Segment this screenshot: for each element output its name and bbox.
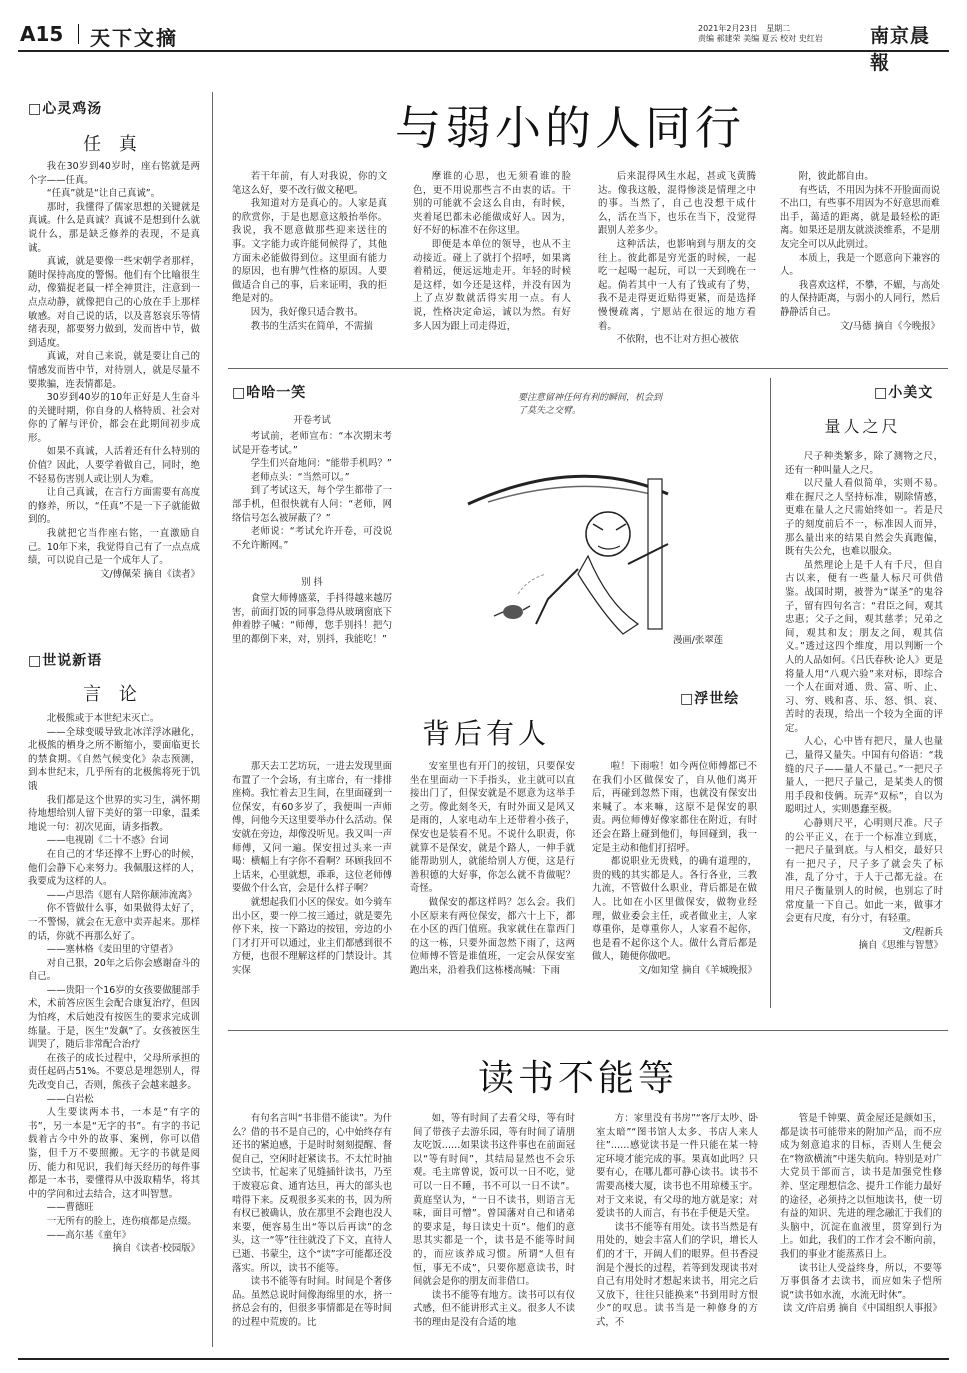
joke-title-kaijuan: 开卷考试 [293,415,331,426]
article-credit: 文/程新兵 [902,926,943,938]
paragraph: 附，彼此都自由。 [798,171,874,182]
paragraph: 学生们兴奋地问：“能带手机吗？” [250,458,392,470]
paragraph: 让自己真诚，在言行方面需要有高度的修养，所以，“任真”不是一下子就能做到的。 [28,487,200,526]
paragraph: 30岁到40岁的10年正好是人生奋斗的关键时期，你自身的人格特质、社会对你的了解与评价，都会在此期间初步成形。 [28,392,200,444]
paragraph: 都说职业无贵贱，的确有道理的，贵的贱的其实都是人。各行各业，三教九流，不管做什么职业，背后都是在做人。比如在小区里做保安，做物业经理，做业委会主任，或者做业主，人家尊重你，是尊重你人，人家看不起你，也是看不起你这个人。做什么背后都是做人，随便你做吧。 [592,856,757,963]
paragraph: 我知道对方是真心的。人家是真的欣赏你，于是也愿意这般抬举你。我说，我不愿意做那些迎来送往的事。文字能力或许能伺候得了，其他方面未必能做得到位。这里面有能力的原因，也有脾气性格的原因。人要做适合自己的事，后来证明，我的拒绝是对的。 [232,198,387,305]
article-credit-source: 摘自《思维与智慧》 [858,940,943,952]
joke-title-biedou: 别 抖 [301,577,323,588]
section-label-xiaomeiwen: □小美文 [874,385,934,401]
paragraph: 虽然理论上是千人有千尺，但自古以来，便有一些量人标尺可供借鉴。战国时期，被誉为“谋圣”的鬼谷子，留有四句名言：“君臣之间，观其忠惠；父子之间，观其慈孝；兄弟之间，观其和友；朋友之间，观其信义。”透过这四个维度，用以判断一个人的人品如何。《吕氏春秋·论人》更是将量人用“八观六验”来对标，即综合一个人在面对通、贵、富、听、止、习、穷、贱和喜、乐、怒、惧、哀、苦时的表现，给出一个较为全面的评定。 [785,559,943,734]
header-rule [18,50,949,52]
paragraph: 我在30岁到40岁时，座右铭就是两个字——任真。 [28,161,200,186]
staff-line: 责编 郝建荣 美编 夏云 校对 史红岩 [698,34,823,43]
article-title-liangrenzhichi: 量人之尺 [824,417,901,436]
paragraph: 若干年前，有人对我说，你的文笔这么好，要不改行做文秘吧。 [232,171,387,196]
quote-source: ——塞林格《麦田里的守望者》 [46,944,179,956]
cartoon-credit: 漫画/张翠莲 [672,635,723,646]
quote: 我们都是这个世界的实习生，满怀期待地想给别人留下美好的第一印象，温柔地说一句：初次见面，请多指教。 [28,794,200,833]
quote-source: ——高尔基《童年》 [46,1229,132,1241]
paragraph: 老师点头：“当然可以。” [250,471,350,483]
paragraph: 读书不能等有用处。读书当然是有用处的，她会丰富人们的学识，增长人们的才干，开阔人们的眼界。但书香浸润是个漫长的过程，若等到发现读书对自己有用处时才想起来读书，用完之后又放下，往往只能换来“书到用时方恨少”的叹息。读书当是一种修身的方式，不 [596,1221,758,1328]
paragraph: 老师说：“考试允许开卷，可没说不允许断网。” [232,526,392,551]
page-header [18,18,949,74]
section-name: 天下文摘 [90,26,178,50]
mid-rule-2 [228,1030,948,1031]
dushu-col-4 [780,1112,942,1347]
article-credit: 文/马德 摘自《今晚报》 [840,320,940,332]
beihou-col-2 [410,760,575,1020]
article-title-yanlun: 言 论 [83,684,143,705]
paragraph: 读书让人受益终身，所以，不要等万事俱备才去读书，而应如朱子恺所说“读书如水流，水流无时休”。 [780,1262,942,1301]
paragraph: 教书的生活实在简单，不需揣 [250,320,373,332]
newspaper-logo: 南京晨報 [870,25,931,74]
article-credit: 文/傅佩荣 摘自《读者》 [100,568,200,580]
main-article-col-2 [413,170,571,370]
quote: 人生要读两本书，一本是“有字的书”，另一本是“无字的书”。有字的书记载着古今中外的故事、案例，你可以借鉴，但千万不要照搬。无字的书就是阅历、能力和见识，我们每天经历的每件事都是一本书，要懂得从中汲取精华，将其中的学问和过去结合，这才叫智慧。 [28,1107,200,1200]
paragraph: 读书不能等有地方。读书可以有仪式感，但不能讲形式主义。很多人不读书的理由是没有合适的地 [413,1289,575,1328]
quote-source: ——卢思浩《愿有人陪你颠沛流离》 [46,889,197,901]
paragraph: 心静则尺平，心明则尺准。尺子的公平正义，在于一个标准立到底，一把尺子量到底。与人相交，最好只有一把尺子，尺子多了就会失了标准，乱了分寸，于人于己都无益。在用尺子衡量别人的时候，也别忘了时常度量一下自己。如此一来，做事才会更有尺度，有分寸，有轻重。 [785,818,943,925]
quote-source: ——曹德旺 [46,1202,94,1214]
liang-left-divider [770,378,771,1008]
paragraph: 以尺量人看似简单，实则不易。难在握尺之人坚持标准，剔除情感，更难在量人之尺需始终如一。若是尺子的刻度前后不一，标准因人而异，那么量出来的结果自然会失真跑偏，既有失公允，也难以服众。 [785,478,943,558]
page-code: A15 [20,22,64,46]
paragraph: 本质上，我是一个愿意向下兼容的人。 [780,252,940,278]
article-credit: 摘自《读者·校园版》 [112,1243,200,1255]
paragraph: 方：家里没有书房”“客厅太吵、卧室太暗”“图书馆人太多、书店人来人往”……感觉读书是一件只能在某一特定环境才能完成的事。果真如此吗？只要有心，在哪儿都可静心读书。读书不需要高楼大厦，读书也不用琼楼玉宇。对于文来说，有父母的地方就是家；对爱读书的人而言，有书在手便是天堂。 [596,1113,758,1220]
section-label-shishuo: □世说新语 [28,653,103,669]
beihou-col-1 [232,760,392,1020]
quote: 北极熊或于本世纪末灭亡。 [46,713,160,724]
quote: 在自己的才华还撑不上野心的时候，他们会静下心来努力。我佩服这样的人，我要成为这样的人。 [28,848,200,888]
paragraph: 做保安的都这样吗？怎么会。我们小区原来有两位保安，都六十上下，都在小区的西门值班。我家就住在靠西门的这一栋，只要外面忽然下雨了，这两位师傅不管是谁值班，一定会从保安室跑出来，沿着我们这栋楼高喊：下雨 [410,896,575,976]
article-title-renzhen: 任 真 [83,134,143,155]
paragraph: 考试前，老师宣布：“本次期末考试是开卷考试。” [232,431,392,456]
article-body-renzhen [28,160,200,600]
joke-body-biedou [232,592,392,662]
paragraph: 真诚，对自己来说，就是要让自己的情感发而皆中节，对待别人，就是尽量不要欺骗，连表情都是。 [28,351,200,390]
article-credit: 读 文/许启勇 摘自《中国组织人事报》 [782,1303,942,1315]
article-body-yanlun [28,712,200,1352]
paragraph: 因为，我好像只适合教书。 [250,306,364,318]
paragraph: 读书不能等有时间。时间是个奢侈品。虽然总说时间像海绵里的水，挤一挤总会有的，但很多事情都是在等时间的过程中荒废的。比 [232,1276,392,1328]
quote-source: ——电视剧《二十不惑》台词 [46,835,169,847]
quote: 一无所有的脸上，连伤痕都是点缀。 [46,1215,197,1227]
quote-source: ——贵阳一个16岁的女孩要做腿部手术，术前答应医生会配合康复治疗，但因为怕疼，术后她没有按医生的要求完成训练量。于是，医生“发飙”了。女孩被医生训哭了，随后非常配合治疗 [28,984,200,1051]
article-body-liangrenzhichi [785,450,943,1015]
paragraph: 尺子种类繁多，除了测物之尺，还有一种叫量人之尺。 [785,451,943,476]
issue-weekday: 星期二 [766,24,791,33]
issue-date: 2021年2月23日 [698,24,758,33]
paragraph: 安室里也有开门的按钮，只要保安坐在里面动一下手指头，业主就可以直接出门了，但保安就是不愿意为这举手之劳。像此刻冬天，有时外面又是风又是雨的，人家电动车上还带着小孩子，保安也是装看不见。不说什么职责，你就算不是保安，就是个路人，一伸手就能帮助别人，就能给别人方便，这是行善积德的大好事，你怎么就不肯做呢？奇怪。 [410,761,575,895]
article-title-dushubunengdeng: 读书不能等 [478,1058,679,1099]
dushu-col-1 [232,1112,392,1347]
paragraph: 那时，我懂得了儒家思想的关键就是真诚。什么是真诚？真诚不是想到什么就说什么，那是缺乏修养的表现，不是真诚。 [28,201,200,254]
paragraph: 人心，心中皆有把尺，量人也量己，量得又量失。中国有句俗语：“栽缝的尺子——量人不量己。”一把尺子量人，一把尺子量己，是某类人的惯用手段和伎俩。玩弄“双标”，自以为聪明过人，实则愚蠢至极。 [785,736,943,816]
main-article-col-4 [780,170,940,370]
article-title-beihouyouren: 背后有人 [422,717,551,750]
paragraph: 啦！下雨啦！如今两位师傅都已不在我们小区做保安了，自从他们离开后，再碰到忽然下雨，也就没有保安出来喊了。本来嘛，这原不是保安的职责。两位师傅好像家都住在附近，有时还会在路上碰到他们，每回碰到，我一定是主动和他们打招呼。 [592,761,757,854]
dushu-col-3 [596,1112,758,1347]
footer-rule [18,1358,949,1360]
paragraph: 真诚，就是要像一些宋朝学者那样，随时保持高度的警惕。他们有个比喻很生动，像猫捉老鼠一样全神贯注，注意到一点点动静，就像把自己的心放在手上那样敏感。对自己说的话，以及喜怒哀乐等情绪表现，都要努力做到，发而皆中节，做到适度。 [28,256,200,349]
main-headline: 与弱小的人同行 [395,101,745,155]
cartoon-illustration [428,384,753,654]
quote: 你不管做什么事，如果做得太好了，一不警惕，就会在无意中卖弄起来。那样的话，你就不再那么好了。 [28,903,200,942]
paragraph: 食堂大师傅盛菜，手抖得越来越厉害，前面打饭的同事急得从玻璃窗底下伸着脖子喊：“师傅，您手别抖！把勺里的都倒下来，对，别抖，我能吃！” [232,593,392,645]
quote-source: ——全球变暖导致北冰洋浮冰融化，北极熊的栖身之所不断缩小，要面临更长的禁食期。《自然气候变化》杂志预测，到本世纪末，几乎所有的北极熊将死于饥饿 [28,726,200,792]
header-divider [78,24,79,44]
mid-rule-1 [228,368,948,369]
paragraph: 不依附，也不让对方担心被依 [616,334,739,346]
quote: 在孩子的成长过程中，父母所承担的责任起码占51%。不要总是埋怨别人，得先改变自己，否则，熊孩子会越来越多。 [28,1052,200,1092]
paragraph: 有些话，不用因为抹不开脸面而说不出口，有些事不用因为不好意思而难出手，蔼适的距离，就是最轻松的距离。如果还是朋友就淡淡维系，不是朋友完全可以从此别过。 [780,184,940,250]
section-label-haha: □哈哈一笑 [232,385,307,401]
paragraph: 如，等有时间了去看父母，等有时间了带孩子去游乐园，等有时间了请朋友吃饭……如果读书这件事也在前面冠以“等有时间”，其结局显然也不会乐观。毛主席曾说，饭可以一日不吃，觉可以一日不睡，书不可以一日不读”。黄庭坚认为，“一日不读书，则语言无味，面目可憎”。曾国藩对自己和诸弟的要求是，每日读史十页”。他们的意思其实都是一个，读书是不能等时间的，而应该养成习惯。所谓“人但有恒，事无不成”，只要你愿意读书，时间就会是你的朋友而非借口。 [413,1113,575,1288]
main-article-col-3 [598,170,756,370]
paragraph: 我喜欢这样，不攀，不媚，与高处的人保持距离，与弱小的人同行，然后静静活自己。 [780,279,940,318]
paragraph: 后来混得风生水起，甚或飞黄腾达。像我这般，混得惨淡是情理之中的事。当然了，自己也没想干成什么，活在当下，也乐在当下，没觉得跟别人差多少。 [598,171,756,237]
cartoon-caption: 要注意留神任何有利的瞬间，机会到了莫失之交臂。 [518,393,663,416]
left-column-divider [212,92,213,1347]
header-meta [698,24,823,44]
paragraph: 就想起我们小区的保安。如今骑车出小区，要一停二按三通过，就是要先停下来，按一下路边的按钮，旁边的小门才打开可以通过，业主们都感到很不方便，也很不理解这样的门禁设计。其实保 [232,896,392,976]
paragraph: 有句名言叫“书非借不能读”。为什么？借的书不是自己的，心中始终存有还书的紧迫感，于是时时刻刻提醒、督促自己，空闲时赶紧读书。不太忙时抽空读书，忙起来了见缝插针读书，乃至于废寝忘食、通宵达旦，再大的部头也啃得下来。反观很多买来的书，因为所有权已被确认，放在那里不会跑也没人来要，便容易生出“等以后再读”的念头，这一“等”往往就没了下文，直待人已逝、书蒙尘，这个“读”字可能都还没落实。所以，读书不能等。 [232,1113,392,1274]
dushu-col-2 [413,1112,575,1347]
paragraph: 管是千钟粟、黄金屋还是颜如玉，都是读书可能带来的附加产品，而不应成为刻意追求的目标，否则人生便会在“物欲横流”中迷失航向。特别是对广大党员干部而言，读书是加强党性修养、坚定理想信念、提升工作能力最好的途径，必须持之以恒地读书，使一切有益的知识、先进的理念融汇于我们的头脑中，沉淀在血液里，贯穿到行为上。如此，我们的工作才会不断向前，我们的事业才能蒸蒸日上。 [780,1113,942,1260]
paragraph: 那天去工艺坊玩，一进去发现里面布置了一个会场，有主席台，有一排排座椅。我忙着去卫生间，在里面碰到一位保安，有60多岁了，我便叫一声师傅，问他今天这里要举办什么活动。保安就在旁边，却像没听见。我又叫一声师傅，又问一遍。保安扭过头来一声喝：横幅上有字你不看啊？环顾我回不上话来，心里就想，乖乖，这位老师傅要做个什么官，会是什么样子啊？ [232,761,392,895]
section-label-fushihui: □浮世绘 [680,691,740,707]
paragraph: “任真”就是“让自己真诚”。 [46,188,160,200]
article-credit: 文/如知堂 摘自《羊城晚报》 [638,964,757,976]
main-article-col-1 [232,170,387,370]
section-label-xinling: □心灵鸡汤 [28,101,103,117]
paragraph: 如果不真诚，人活着还有什么特别的价值？因此，人要学着做自己，同时，绝不轻易伤害别人或让别人为难。 [28,446,200,485]
quote-source: ——白岩松 [46,1093,94,1105]
joke-body-kaijuan [232,430,392,570]
cartoon-box [428,384,753,654]
paragraph: 这种活法，也影响到与朋友的交往上。彼此都是穷光蛋的时候，一起吃一起喝一起玩，可以一天到晚在一起。倘若其中一人有了钱或有了势，我不是走得更近贴得更紧，而是选择慢慢疏离，宁愿站在很远的地方看着。 [598,238,756,332]
paragraph: 摩谁的心思，也无须看谁的脸色，更不用说那些言不由衷的话。干别的可能就不会这么自由，有时候，夹着尾巴都未必能做成好人。因为，好不好的标准不在你这里。 [413,171,571,237]
beihou-col-3 [592,760,757,1020]
paragraph: 到了考试这天，每个学生都带了一部手机，但很快就有人问：“老师，网络信号怎么被屏蔽了？” [232,485,392,524]
quote: 对自己狠，20年之后你会感谢奋斗的自己。 [28,957,200,983]
paragraph: 即便是本单位的领导，也从不主动接近。碰上了就打个招呼，如果离着稍远，便远远地走开。年轻的时候是这样，如今还是这样，并没有因为上了点岁数就活得实用一点。有人说，性格决定命运，诚以为然。有好多人因为跟上司走得近， [413,238,571,332]
paragraph: 我就把它当作座右铭，一直激励自己。10年下来，我觉得自己有了一点点成绩，可以说自己是一个成年人了。 [28,528,200,567]
